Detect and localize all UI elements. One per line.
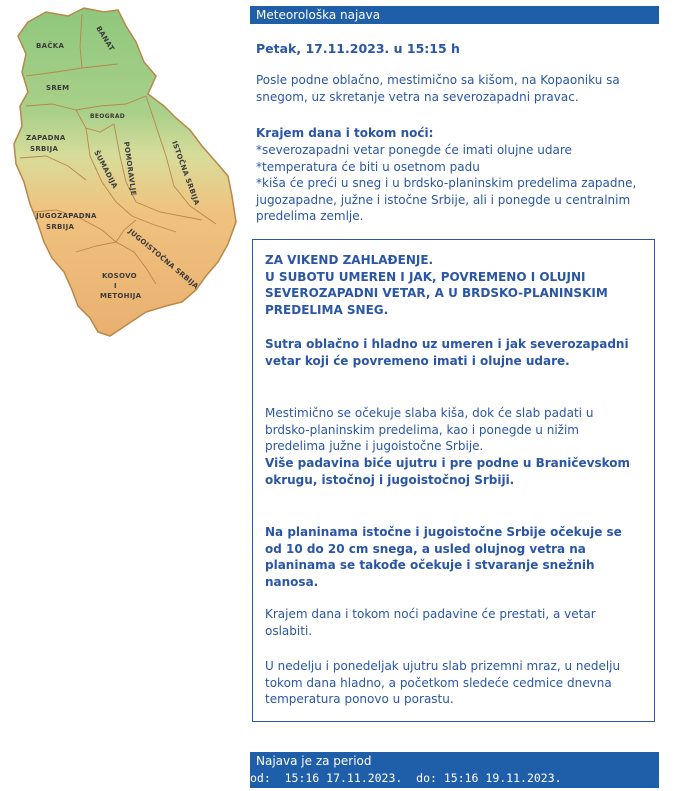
period-label: Najava je za period [256,754,372,768]
weekend-paragraph-3: Više padavina biće ujutru i pre podne u Braničevskom okrugu, istočnoj i jugoistočnoj Srbiji. [265,456,631,487]
weekend-paragraph-1: Sutra oblačno i hladno uz umeren i jak severozapadni vetar koji će povremeno imati i olujne udare. [265,337,629,368]
weekend-paragraph-2: Mestimično se očekuje slaba kiša, dok će slab padati u brdsko-planinskim predelima, kao i ponegde u nižim predelima južne i jugoistočne Srbije. [265,406,594,453]
region-label-srem: SREM [46,84,70,92]
region-label-kosovo-1: KOSOVO [102,272,137,280]
header-bar [250,6,659,24]
night-title: Krajem dana i tokom noći: [256,126,434,140]
weekend-forecast-box [252,239,655,722]
night-item: *temperatura će biti u osetnom padu [256,159,480,174]
night-item: *severozapadni vetar ponegde će imati olujne udare [256,143,572,157]
region-label-kosovo-2: I [114,282,117,290]
weekend-headline: ZA VIKEND ZAHLAĐENJE. U SUBOTU UMEREN I JAK, POVREMENO I OLUJNI SEVEROZAPADNI VETAR, A U BRDSKO-PLANINSKIM PREDELIMA SNEG. [265,253,608,317]
period-range: od: 15:16 17.11.2023. do: 15:16 19.11.2023. [250,771,562,785]
weekend-paragraph-4: Na planinama istočne i jugoistočne Srbije očekuje se od 10 do 20 cm snega, a usled olujnog vetra na planinama se takođe očekuje i stvaranje snežnih nanosa. [265,525,622,589]
weekend-paragraph-6: U nedelju i ponedeljak ujutru slab prizemni mraz, u nedelju tokom dana hladno, a početkom sledeće cedmice dnevna temperatura ponovo u porastu. [265,659,621,706]
night-list [256,142,656,225]
weekend-paragraph-5: Krajem dana i tokom noći padavine će prestati, a vetar oslabiti. [265,607,596,638]
region-label-zapadna-1: ZAPADNA [26,134,66,142]
region-label-sumadija: ŠUMADIJA [92,149,119,190]
header-title: Meteorološka najava [256,8,381,22]
region-label-beograd: BEOGRAD [90,113,126,120]
forecast-date: Petak, 17.11.2023. u 15:15 h [256,41,460,56]
period-footer [250,752,659,788]
region-label-jugoistocna: JUGOISTOČNA SRBIJA [126,227,201,291]
region-label-istocna: ISTOČNA SRBIJA [170,139,201,207]
region-label-backa: BAČKA [36,42,65,50]
serbia-region-map [6,6,240,340]
region-label-zapadna-2: SRBIJA [30,145,59,153]
region-label-jugozapadna-1: JUGOZAPADNA [36,212,97,220]
region-label-banat: BANAT [94,24,116,53]
serbia-outline [14,8,236,336]
night-item: *kiša će preći u sneg i u brdsko-planinskim predelima zapadne, jugozapadne, južne i istočne Srbije, ali i ponegde u centralnim predelima zemlje. [256,176,637,223]
region-label-pomoravlje: POMORAVLJE [122,141,138,197]
region-label-kosovo-3: METOHIJA [100,292,142,300]
region-label-jugozapadna-2: SRBIJA [46,223,75,231]
forecast-intro: Posle podne oblačno, mestimično sa kišom, na Kopaoniku sa snegom, uz skretanje vetra na severozapadni pravac. [256,73,620,104]
